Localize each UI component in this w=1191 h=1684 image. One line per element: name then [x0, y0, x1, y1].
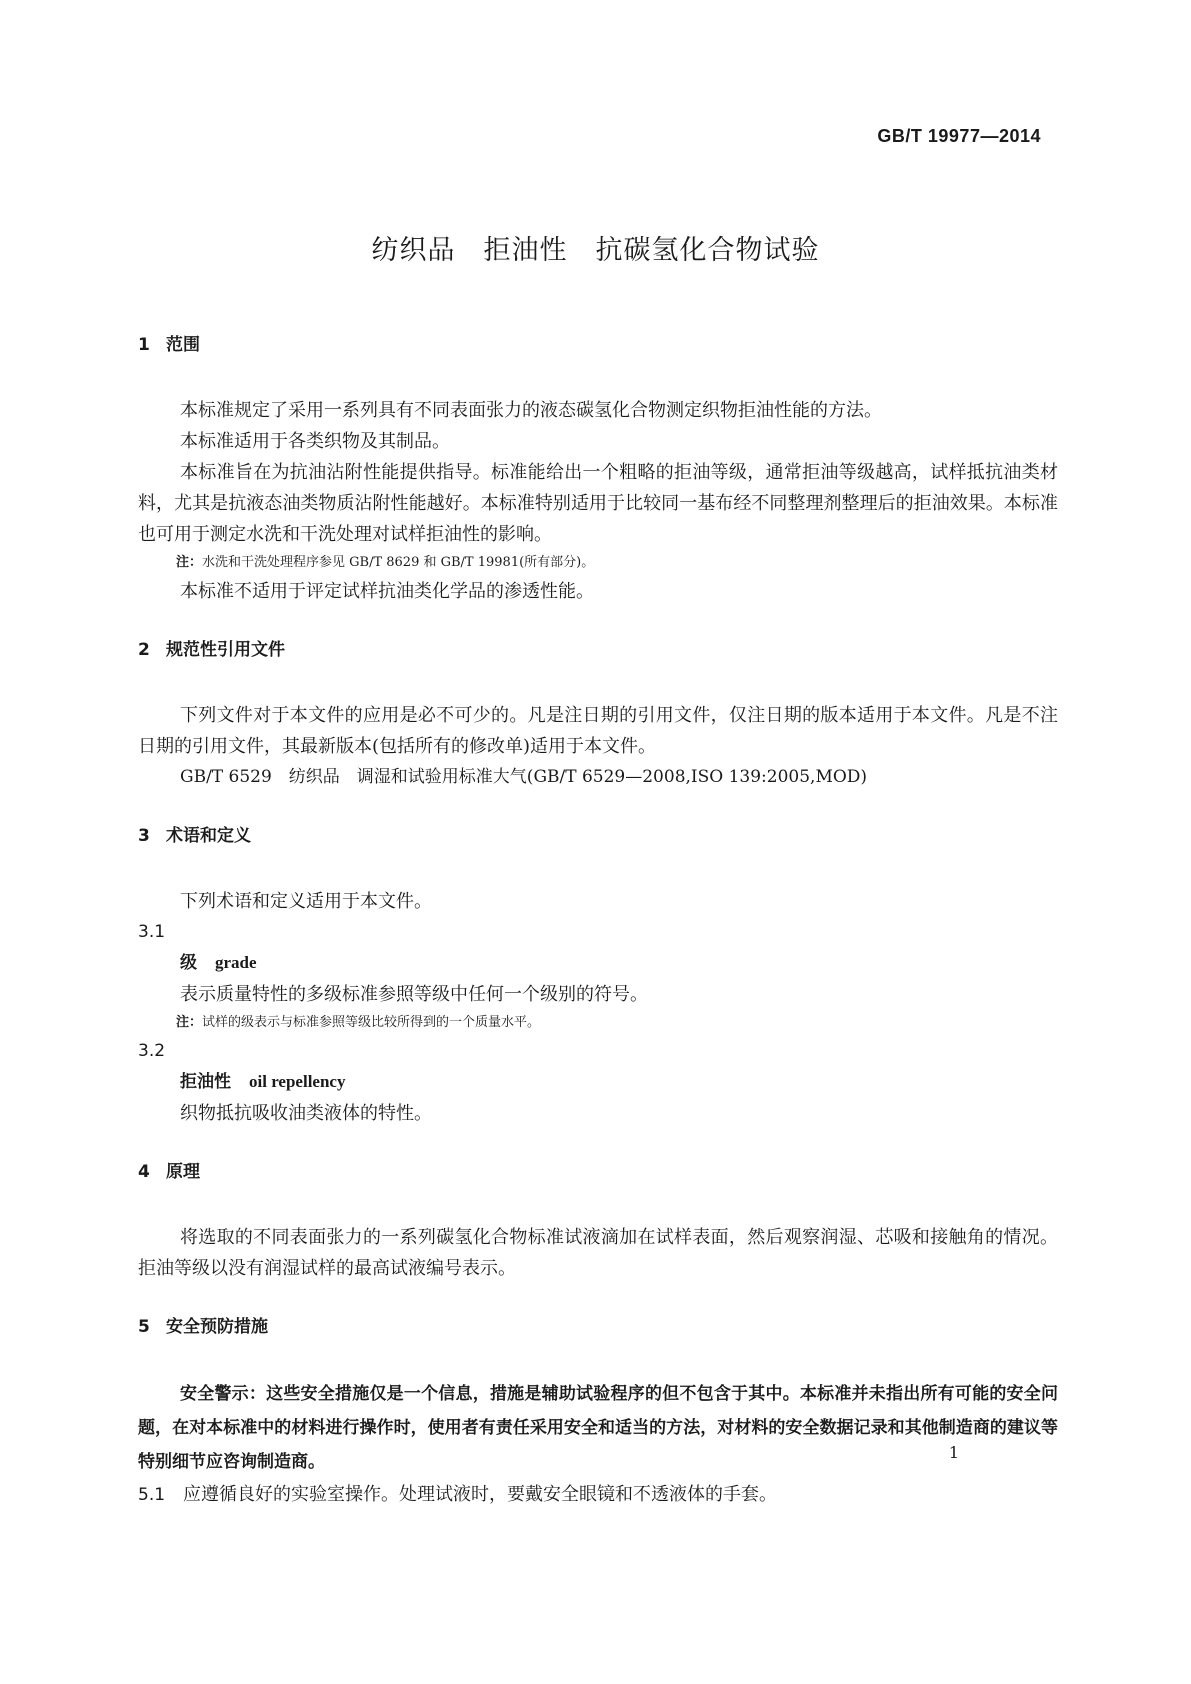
- term-name: [138, 1066, 1058, 1098]
- section-number: 3: [138, 826, 150, 846]
- term-name-cn: 拒油性: [180, 1072, 231, 1092]
- note: [138, 1010, 1058, 1036]
- note-text: 试样的级表示与标准参照等级比较所得到的一个质量水平。: [202, 1015, 541, 1030]
- normative-reference: GB/T 6529 纺织品 调湿和试验用标准大气(GB/T 6529—2008,ISO 139:2005,MOD): [180, 767, 868, 787]
- section-title: 术语和定义: [166, 826, 251, 846]
- term-name-en: oil repellency: [249, 1072, 346, 1091]
- section-4-heading: [138, 1157, 1058, 1182]
- section-title: 安全预防措施: [166, 1317, 268, 1337]
- term-definition: 表示质量特性的多级标准参照等级中任何一个级别的符号。: [180, 984, 648, 1005]
- term-definition: 织物抵抗吸收油类液体的特性。: [180, 1103, 432, 1124]
- section-5-heading: [138, 1312, 1058, 1337]
- term-name-cn: 级: [180, 953, 197, 973]
- section-number: 5: [138, 1317, 150, 1337]
- clause-text: 应遵循良好的实验室操作。处理试液时，要戴安全眼镜和不透液体的手套。: [183, 1484, 778, 1505]
- section-number: 1: [138, 335, 150, 355]
- document-body: [138, 330, 1058, 1511]
- section-number: 2: [138, 640, 150, 660]
- note-label: 注：: [176, 555, 203, 570]
- term-name-en: grade: [215, 953, 257, 972]
- paragraph: 下列术语和定义适用于本文件。: [180, 891, 432, 912]
- section-3-heading: [138, 821, 1058, 846]
- paragraph: 本标准不适用于评定试样抗油类化学品的渗透性能。: [180, 581, 594, 602]
- clause-5-1: [138, 1479, 1058, 1511]
- note-text: 水洗和干洗处理程序参见 GB/T 8629 和 GB/T 19981(所有部分)。: [202, 555, 595, 570]
- paragraph: 本标准旨在为抗油沾附性能提供指导。标准能给出一个粗略的拒油等级，通常拒油等级越高，试样抵抗油类材料，尤其是抗液态油类物质沾附性能越好。本标准特别适用于比较同一基布经不同整理剂整理后的拒油效果。本标准也可用于测定水洗和干洗处理对试样拒油性的影响。: [138, 462, 1058, 545]
- term-number: 3.1: [138, 922, 166, 942]
- term-name: [138, 947, 1058, 979]
- section-2-heading: [138, 635, 1058, 660]
- section-title: 范围: [166, 335, 200, 355]
- section-title: 规范性引用文件: [166, 640, 285, 660]
- section-1-heading: [138, 330, 1058, 355]
- paragraph: 下列文件对于本文件的应用是必不可少的。凡是注日期的引用文件，仅注日期的版本适用于本文件。凡是不注日期的引用文件，其最新版本(包括所有的修改单)适用于本文件。: [138, 705, 1058, 757]
- paragraph: 本标准适用于各类织物及其制品。: [180, 431, 450, 452]
- section-number: 4: [138, 1162, 150, 1182]
- paragraph: 本标准规定了采用一系列具有不同表面张力的液态碳氢化合物测定织物拒油性能的方法。: [180, 400, 882, 421]
- term-number: 3.2: [138, 1041, 166, 1061]
- note-label: 注：: [176, 1015, 203, 1030]
- note: [138, 550, 1058, 576]
- safety-warning: 安全警示：这些安全措施仅是一个信息，措施是辅助试验程序的但不包含于其中。本标准并未指出所有可能的安全问题，在对本标准中的材料进行操作时，使用者有责任采用安全和适当的方法，对材料的安全数据记录和其他制造商的建议等特别细节应咨询制造商。: [138, 1384, 1058, 1472]
- document-title: 纺织品 拒油性 抗碳氢化合物试验: [371, 235, 820, 266]
- standard-code: GB/T 19977—2014: [877, 126, 1041, 146]
- clause-number: 5.1: [138, 1485, 166, 1505]
- paragraph: 将选取的不同表面张力的一系列碳氢化合物标准试液滴加在试样表面，然后观察润湿、芯吸和接触角的情况。拒油等级以没有润湿试样的最高试液编号表示。: [138, 1227, 1058, 1279]
- page-number: 1: [948, 1443, 959, 1462]
- section-title: 原理: [166, 1162, 200, 1182]
